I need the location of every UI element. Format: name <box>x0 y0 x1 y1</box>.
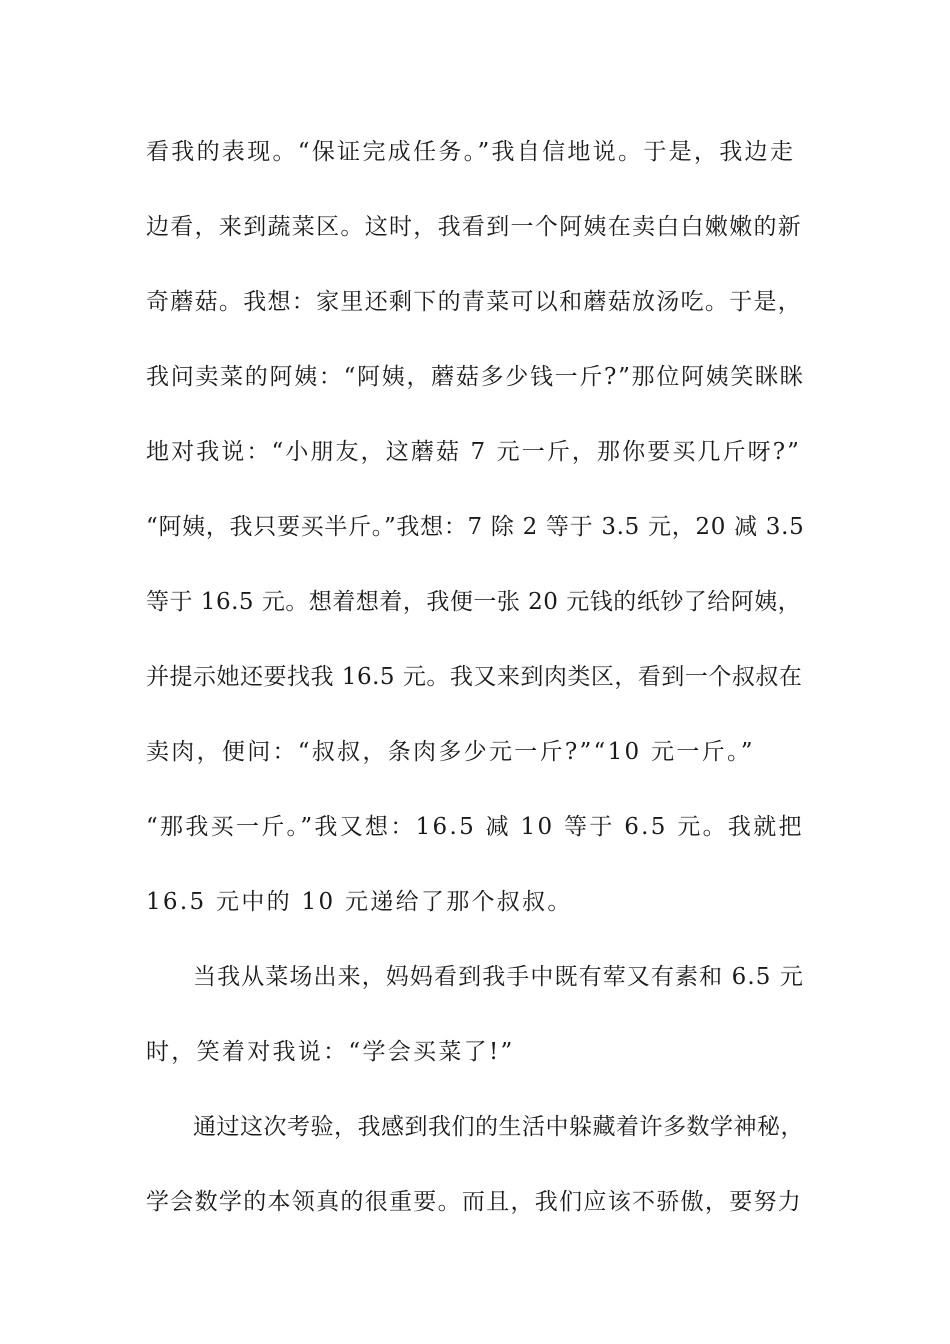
text-line: 16.5 元中的 10 元递给了那个叔叔。 <box>146 889 573 915</box>
text-line: 地对我说：“小朋友，这蘑菇 7 元一斤，那你要买几斤呀?” <box>146 439 802 465</box>
text-line: 学会数学的本领真的很重要。而且，我们应该不骄傲，要努力 <box>146 1189 803 1215</box>
text-line: “那我买一斤。”我又想：16.5 减 10 等于 6.5 元。我就把 <box>146 814 804 840</box>
paragraph-first-line: 当我从菜场出来，妈妈看到我手中既有荤又有素和 6.5 元 <box>193 964 804 990</box>
text-line: “阿姨，我只要买半斤。”我想：7 除 2 等于 3.5 元，20 减 3.5 <box>146 514 805 540</box>
text-line: 并提示她还要找我 16.5 元。我又来到肉类区，看到一个叔叔在 <box>146 664 803 690</box>
text-line: 卖肉，便问：“叔叔，条肉多少元一斤?”“10 元一斤。” <box>146 739 755 765</box>
text-line: 奇蘑菇。我想：家里还剩下的青菜可以和蘑菇放汤吃。于是， <box>146 289 803 315</box>
text-line: 等于 16.5 元。想着想着，我便一张 20 元钱的纸钞了给阿姨， <box>146 589 802 615</box>
paragraph-first-line: 通过这次考验，我感到我们的生活中躲藏着许多数学神秘， <box>193 1114 804 1140</box>
text-line: 边看，来到蔬菜区。这时，我看到一个阿姨在卖白白嫩嫩的新 <box>146 214 803 240</box>
text-line: 看我的表现。“保证完成任务。”我自信地说。于是，我边走 <box>146 139 796 165</box>
text-line: 时，笑着对我说：“学会买菜了!” <box>146 1039 515 1065</box>
text-line: 我问卖菜的阿姨：“阿姨，蘑菇多少钱一斤?”那位阿姨笑眯眯 <box>146 364 805 390</box>
